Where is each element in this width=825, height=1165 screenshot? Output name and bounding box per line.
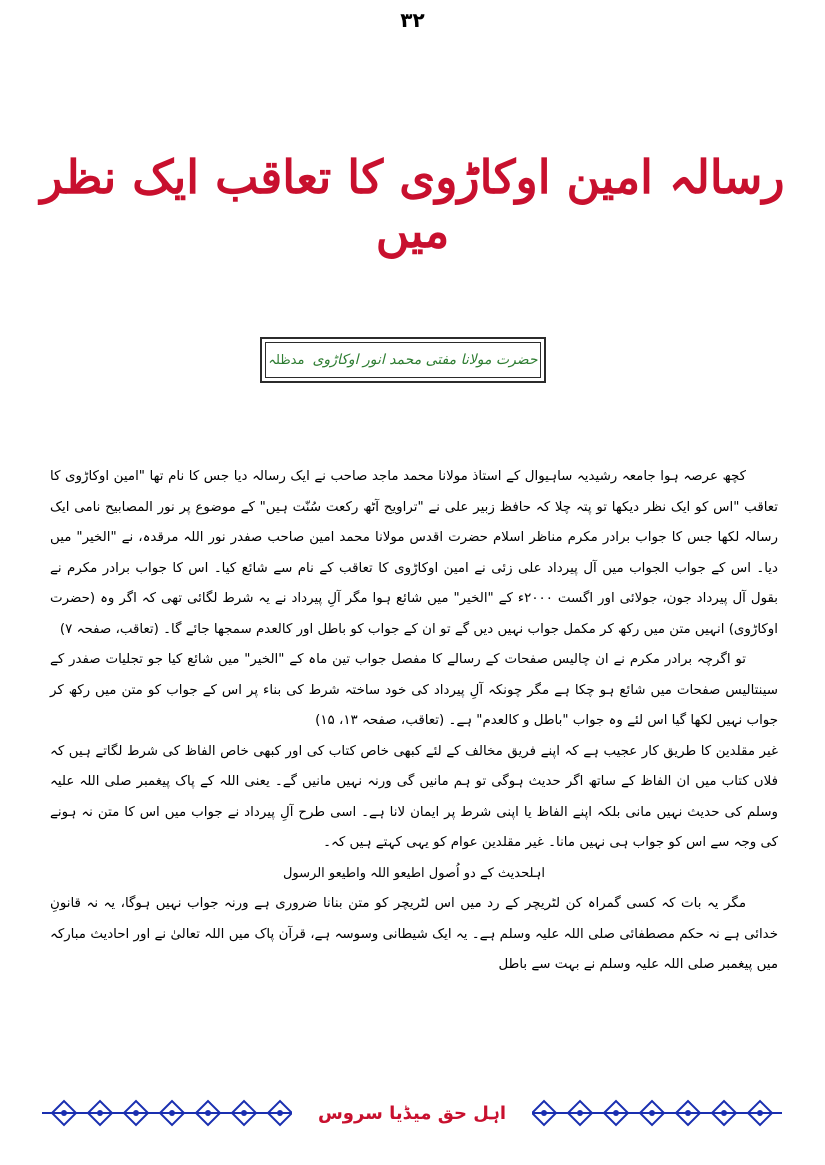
author-box — [260, 337, 546, 383]
article-body — [50, 462, 778, 981]
author-suffix: مدظلہ — [268, 352, 305, 368]
paragraph-3: غیر مقلدین کا طریق کار عجیب ہے کہ اپنے فریق مخالف کے لئے کبھی خاص کتاب کی اور کبھی خاص الفاظ کی شرط لگاتے ہیں کہ فلاں کتاب میں ان الفاظ کے ساتھ اگر حدیث ہوگی تو ہم مانیں گی ورنہ نہیں مانیں گے۔ یعنی اللہ کے پاک پیغمبر صلی اللہ علیہ وسلم کی حدیث نہیں مانی بلکہ اپنے الفاظ یا اپنی شرط پر ایمان لانا ہے۔ اسی طرح آلِ پیرداد نے جواب میں اس کا متن نہ ہونے کی وجہ سے اس کو جواب ہی نہیں مانا۔ غیر مقلدین عوام کو یہی کہتے ہیں کہ۔ — [50, 743, 778, 850]
page-title: رسالہ امین اوکاڑوی کا تعاقب ایک نظر میں — [40, 150, 785, 258]
author-name: حضرت مولانا مفتی محمد انور اوکاڑوی — [312, 352, 538, 368]
paragraph-1-text: کچھ عرصہ ہوا جامعہ رشیدیہ ساہیوال کے استاذ مولانا محمد ماجد صاحب نے ایک رسالہ دیا جس کا نام تھا "امین اوکاڑوی کا تعاقب "اس کو ایک نظر دیکھا تو پتہ چلا کہ حافظ زبیر علی نے "تراویح آٹھ رکعت سُنّت ہیں" کے موضوع پر نور المصابیح نامی ایک رسالہ لکھا جس کا جواب برادر مکرم مناظر اسلام حضرت اقدس مولانا محمد امین صاحب صفدر نور اللہ مرقدہ، نے "الخیر" میں دیا۔ اس کے جواب الجواب میں آل پیرداد علی زئی نے امین اوکاڑوی کا تعاقب کے نام سے شائع کیا۔ اس کا جواب برادر مکرم نے بقول آل پیرداد جون، جولائی اور اگست ۲۰۰۰ء کے "الخیر" میں شائع ہوا مگر آلِ پیرداد نے یہ شرط لگائی تھی کہ اگر وہ (حضرت اوکاڑوی) انہیں متن میں رکھ کر مکمل جواب نہیں دیں گے تو ان کے جواب کو باطل اور کالعدم سمجھا جائے گا۔ — [50, 469, 779, 637]
reference-2: (تعاقب، صفحہ ۱۳، ۱۵) — [315, 713, 445, 728]
border-ornament-left-icon — [42, 1098, 292, 1128]
paragraph-1 — [50, 462, 778, 645]
paragraph-2 — [50, 645, 778, 737]
page-number: ۳۲ — [400, 8, 425, 32]
footer-credit: اہل حق میڈیا سروس — [317, 1102, 507, 1124]
paragraph-4: مگر یہ بات کہ کسی گمراہ کن لٹریچر کے رد میں اس لٹریچر کو متن بنانا ضروری ہے ورنہ جواب نہیں ہوگا، یہ نہ قانونِ خدائی ہے نہ حکم مصطفائی صلی اللہ علیہ وسلم ہے۔ یہ ایک شیطانی وسوسہ ہے، قرآن پاک میں اللہ تعالیٰ نے اور احادیث مبارکہ میں پیغمبر صلی اللہ علیہ وسلم نے بہت سے باطل — [50, 896, 778, 972]
paragraph-2-text: تو اگرچہ برادر مکرم نے ان چالیس صفحات کے رسالے کا مفصل جواب تین ماہ کے "الخیر" میں شائع کیا جو تجلیات صفدر کے سینتالیس صفحات میں شائع ہو چکا ہے مگر چونکہ آلِ پیرداد کی خود ساختہ شرط کی بناء پر اس کے جواب کو متن میں رکھ کر جواب نہیں لکھا گیا اس لئے وہ جواب "باطل و کالعدم" ہے۔ — [50, 652, 778, 728]
border-ornament-right-icon — [532, 1098, 782, 1128]
footer-ornament — [42, 1093, 782, 1133]
center-quote: اہلحدیث کے دو اُصول اطیعو اللہ واطیعو الرسول — [282, 865, 546, 881]
author-box-inner — [265, 342, 541, 378]
reference-1: (تعاقب، صفحہ ۷) — [59, 621, 159, 637]
